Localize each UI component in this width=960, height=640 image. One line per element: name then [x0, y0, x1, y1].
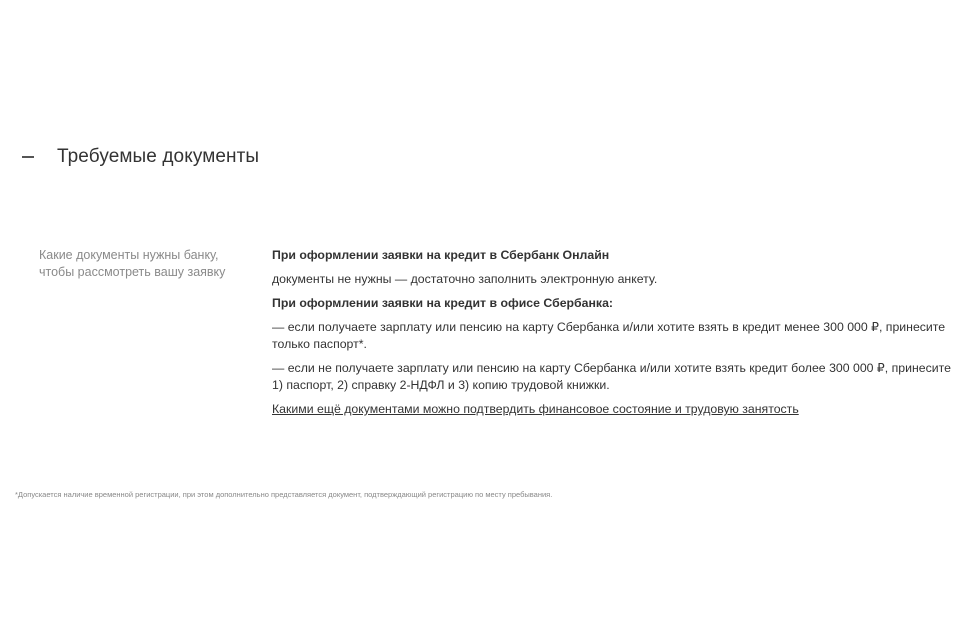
- footnote: *Допускается наличие временной регистрации, при этом дополнительно представляется документ, подтверждающий регистрацию по месту пребывания.: [15, 490, 553, 499]
- online-application-text: документы не нужны — достаточно заполнить электронную анкету.: [272, 272, 658, 286]
- left-description-line2: чтобы рассмотреть вашу заявку: [39, 265, 226, 279]
- section-header-required-documents[interactable]: [22, 146, 259, 168]
- documents-content: [272, 247, 952, 425]
- office-condition-item-1: — если получаете зарплату или пенсию на карту Сбербанка и/или хотите взять в кредит менее 300 000 ₽, принесите только паспорт*.: [272, 320, 946, 351]
- office-application-heading: При оформлении заявки на кредит в офисе Сбербанка:: [272, 296, 614, 310]
- office-condition-item-2: — если не получаете зарплату или пенсию на карту Сбербанка и/или хотите взять кредит более 300 000 ₽, принесите 1) паспорт, 2) справку 2-НДФЛ и 3) копию трудовой книжки.: [272, 361, 951, 392]
- minus-icon[interactable]: [22, 156, 34, 158]
- additional-documents-link[interactable]: Какими ещё документами можно подтвердить финансовое состояние и трудовую занятость: [272, 402, 799, 416]
- left-description-line1: Какие документы нужны банку,: [39, 248, 219, 262]
- section-title[interactable]: Требуемые документы: [57, 146, 260, 167]
- left-description: [39, 247, 239, 281]
- online-application-heading: При оформлении заявки на кредит в Сбербанк Онлайн: [272, 248, 610, 262]
